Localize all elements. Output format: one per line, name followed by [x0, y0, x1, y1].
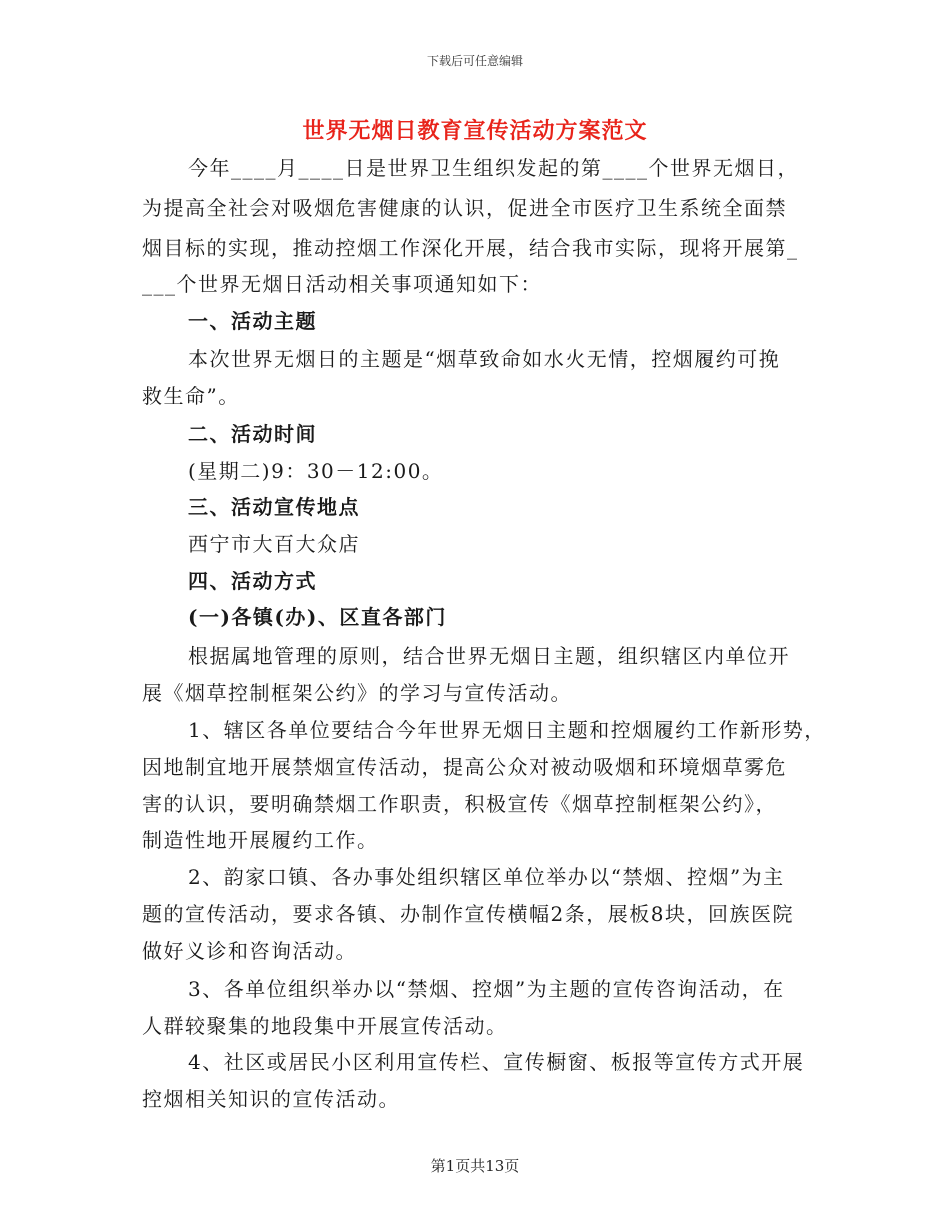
body-line: 人群较聚集的地段集中开展宣传活动。	[142, 1014, 508, 1038]
page-footer: 第1页共13页	[430, 1157, 520, 1175]
document-title: 世界无烟日教育宣传活动方案范文	[302, 118, 648, 144]
section-heading: 一、活动主题	[188, 309, 317, 333]
body-line: 4、社区或居民小区利用宣传栏、宣传橱窗、板报等宣传方式开展	[188, 1050, 805, 1074]
body-line: 控烟相关知识的宣传活动。	[142, 1087, 400, 1111]
body-line: 根据属地管理的原则，结合世界无烟日主题，组织辖区内单位开	[188, 644, 790, 668]
body-line: 展《烟草控制框架公约》的学习与宣传活动。	[142, 681, 572, 705]
section-heading: 四、活动方式	[188, 569, 317, 593]
body-line: 因地制宜地开展禁烟宣传活动，提高公众对被动吸烟和环境烟草雾危	[142, 755, 787, 779]
body-line: 今年____月____日是世界卫生组织发起的第____个世界无烟日，	[188, 156, 799, 180]
body-line: 烟目标的实现，推动控烟工作深化开展，结合我市实际，现将开展第_	[142, 236, 799, 260]
section-heading: 三、活动宣传地点	[188, 495, 360, 519]
body-line: 西宁市大百大众店	[188, 532, 360, 556]
subsection-heading: (一)各镇(办)、区直各部门	[188, 605, 447, 629]
body-line: (星期二)9：30－12:00。	[188, 459, 444, 483]
body-line: 救生命”。	[142, 384, 240, 408]
body-line: 3、各单位组织举办以“禁烟、控烟”为主题的宣传咨询活动，在	[188, 977, 785, 1001]
body-line: 题的宣传活动，要求各镇、办制作宣传横幅2条，展板8块，回族医院	[142, 902, 794, 926]
body-line: 本次世界无烟日的主题是“烟草致命如水火无情，控烟履约可挽	[188, 347, 781, 371]
body-line: 害的认识，要明确禁烟工作职责，积极宣传《烟草控制框架公约》，	[142, 792, 777, 816]
body-line: 1、辖区各单位要结合今年世界无烟日主题和控烟履约工作新形势，	[188, 718, 826, 742]
body-line: 为提高全社会对吸烟危害健康的认识，促进全市医疗卫生系统全面禁	[142, 196, 787, 220]
body-line: 2、韵家口镇、各办事处组织辖区单位举办以“禁烟、控烟”为主	[188, 865, 785, 889]
body-line: 制造性地开展履约工作。	[142, 828, 379, 852]
section-heading: 二、活动时间	[188, 422, 317, 446]
page-header: 下载后可任意编辑	[426, 54, 523, 68]
body-line: ___个世界无烟日活动相关事项通知如下：	[142, 272, 542, 296]
body-line: 做好义诊和咨询活动。	[142, 939, 357, 963]
